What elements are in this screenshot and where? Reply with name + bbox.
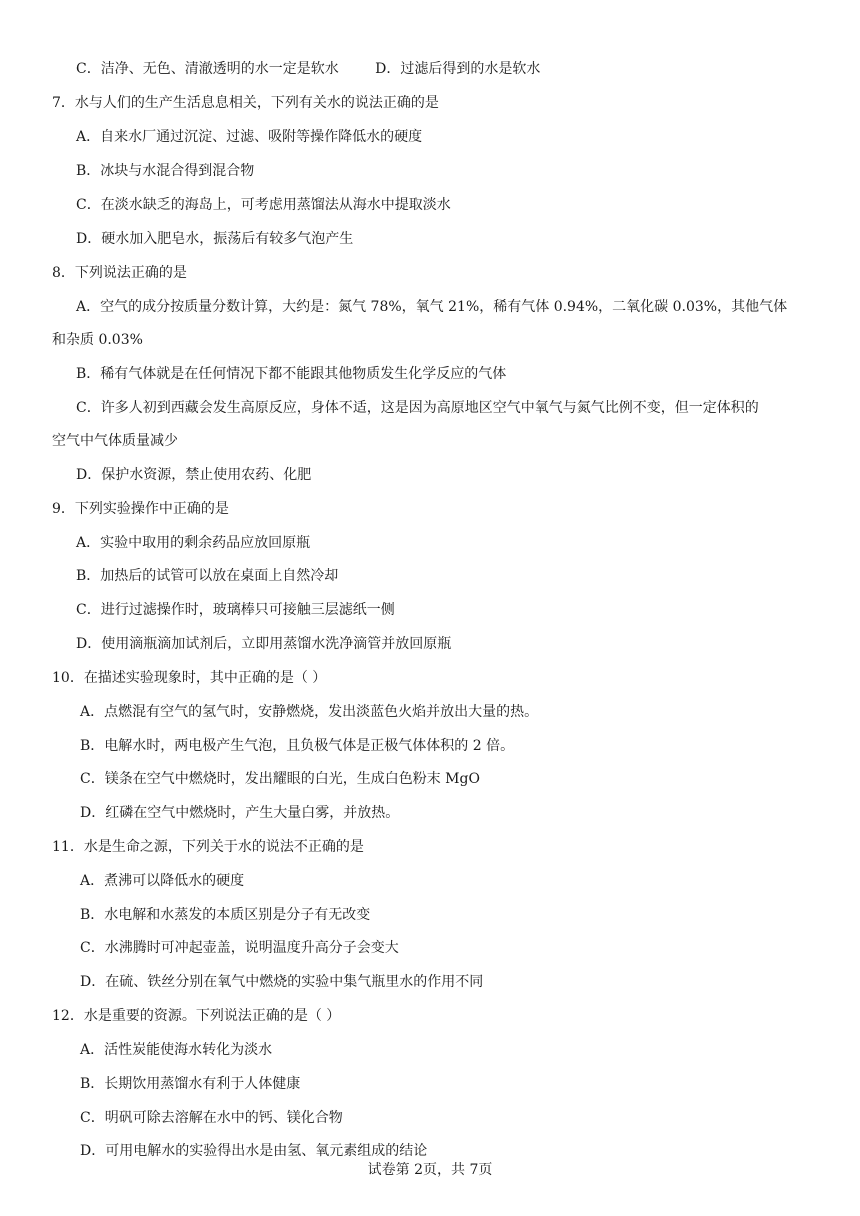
q9-option-c: C．进行过滤操作时，玻璃棒只可接触三层滤纸一侧 — [76, 602, 395, 618]
q11-option-c: C．水沸腾时可冲起壶盖，说明温度升高分子会变大 — [80, 940, 399, 956]
q8-option-c-line1: C．许多人初到西藏会发生高原反应，身体不适，这是因为高原地区空气中氧气与氮气比例不变，但一定体积的 — [76, 400, 759, 416]
q8-option-b: B．稀有气体就是在任何情况下都不能跟其他物质发生化学反应的气体 — [76, 366, 507, 382]
q8-option-c-line2: 空气中气体质量减少 — [52, 433, 178, 449]
q8-option-d: D．保护水资源，禁止使用农药、化肥 — [76, 467, 312, 483]
q9-option-a: A．实验中取用的剩余药品应放回原瓶 — [76, 535, 311, 551]
q11-option-d: D．在硫、铁丝分别在氧气中燃烧的实验中集气瓶里水的作用不同 — [80, 974, 484, 990]
q9-option-d: D．使用滴瓶滴加试剂后，立即用蒸馏水洗净滴管并放回原瓶 — [76, 636, 452, 652]
q11-stem: 11．水是生命之源，下列关于水的说法不正确的是 — [52, 839, 364, 855]
q11-option-a: A．煮沸可以降低水的硬度 — [80, 873, 245, 889]
q7-stem: 7．水与人们的生产生活息息相关，下列有关水的说法正确的是 — [52, 95, 439, 111]
q8-stem: 8．下列说法正确的是 — [52, 265, 187, 281]
q12-option-c: C．明矾可除去溶解在水中的钙、镁化合物 — [80, 1110, 343, 1126]
q6-option-c: C．洁净、无色、清澈透明的水一定是软水 — [76, 61, 339, 77]
q10-stem: 10．在描述实验现象时，其中正确的是（ ） — [52, 670, 327, 686]
q12-option-b: B．长期饮用蒸馏水有利于人体健康 — [80, 1076, 301, 1092]
q7-option-a: A．自来水厂通过沉淀、过滤、吸附等操作降低水的硬度 — [76, 129, 423, 145]
q11-option-b: B．水电解和水蒸发的本质区别是分子有无改变 — [80, 907, 371, 923]
q10-option-d: D．红磷在空气中燃烧时，产生大量白雾，并放热。 — [80, 805, 400, 821]
page-footer: 试卷第 2页，共 7页 — [367, 1162, 493, 1178]
q10-option-b: B．电解水时，两电极产生气泡，且负极气体是正极气体体积的 2 倍。 — [80, 738, 515, 754]
q12-option-d: D．可用电解水的实验得出水是由氢、氧元素组成的结论 — [80, 1143, 428, 1159]
q7-option-c: C．在淡水缺乏的海岛上，可考虑用蒸馏法从海水中提取淡水 — [76, 197, 451, 213]
q12-option-a: A．活性炭能使海水转化为淡水 — [80, 1042, 273, 1058]
q10-option-c: C．镁条在空气中燃烧时，发出耀眼的白光，生成白色粉末 MgO — [80, 771, 480, 787]
q6-options-row — [76, 59, 540, 79]
q9-option-b: B．加热后的试管可以放在桌面上自然冷却 — [76, 568, 339, 584]
q8-option-a-line1: A．空气的成分按质量分数计算，大约是：氮气 78%，氧气 21%，稀有气体 0.94%，二氧化碳 0.03%，其他气体 — [76, 299, 788, 315]
q12-stem: 12．水是重要的资源。下列说法正确的是（ ） — [52, 1008, 341, 1024]
q10-option-a: A．点燃混有空气的氢气时，安静燃烧，发出淡蓝色火焰并放出大量的热。 — [80, 704, 539, 720]
q8-option-a-line2: 和杂质 0.03% — [52, 332, 143, 348]
q9-stem: 9．下列实验操作中正确的是 — [52, 501, 229, 517]
q6-option-d: D．过滤后得到的水是软水 — [375, 61, 541, 77]
q7-option-d: D．硬水加入肥皂水，振荡后有较多气泡产生 — [76, 231, 354, 247]
q7-option-b: B．冰块与水混合得到混合物 — [76, 163, 255, 179]
